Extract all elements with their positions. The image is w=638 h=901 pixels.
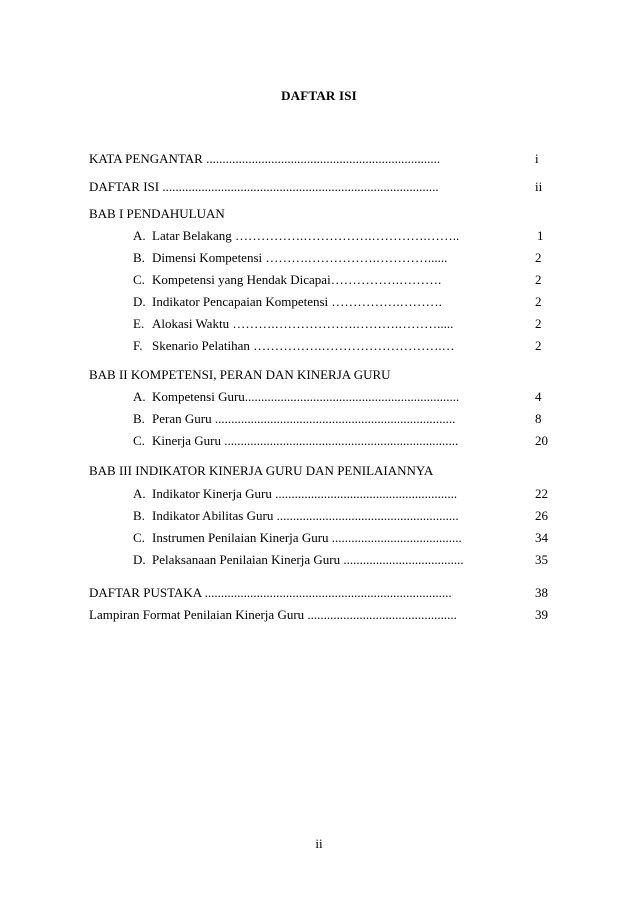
toc-row[interactable] — [0, 388, 638, 406]
toc-page-number: 26 — [535, 508, 548, 523]
toc-row-kata-pengantar[interactable] — [0, 150, 638, 168]
toc-row[interactable] — [0, 551, 638, 569]
toc-entry-label: Skenario Pelatihan …………….……………………….… — [152, 338, 455, 353]
toc-entry-label: KATA PENGANTAR ........................................................................ — [89, 151, 441, 166]
toc-page-number: 2 — [535, 338, 542, 353]
toc-page-number: i — [535, 151, 539, 166]
toc-entry-label: Pelaksanaan Penilaian Kinerja Guru ..................................... — [152, 552, 464, 567]
toc-page-number: 22 — [535, 486, 548, 501]
toc-page-number: 35 — [535, 552, 548, 567]
toc-page-number: 2 — [535, 294, 542, 309]
toc-row[interactable] — [0, 337, 638, 355]
toc-entry-label: Alokasi Waktu ……….……………….……….………..... — [152, 316, 454, 331]
chapter-heading-bab2: BAB II KOMPETENSI, PERAN DAN KINERJA GURU — [89, 367, 391, 382]
toc-entry-label: Peran Guru .......................................................................... — [152, 411, 456, 426]
toc-entry-label: Instrumen Penilaian Kinerja Guru ........................................ — [152, 530, 462, 545]
item-letter: A. — [133, 228, 146, 243]
item-letter: A. — [133, 389, 146, 404]
toc-entry-label: Kompetensi yang Hendak Dicapai…………….………. — [152, 272, 442, 287]
page-title: DAFTAR ISI — [281, 88, 357, 103]
toc-page-number: ii — [535, 179, 543, 194]
toc-row[interactable] — [0, 507, 638, 525]
toc-page-number: 39 — [535, 607, 548, 622]
item-letter: D. — [133, 294, 146, 309]
item-letter: C. — [133, 272, 145, 287]
toc-row[interactable] — [0, 315, 638, 333]
toc-row[interactable] — [0, 432, 638, 450]
item-letter: B. — [133, 508, 145, 523]
toc-row[interactable] — [0, 271, 638, 289]
toc-page-number: 34 — [535, 530, 548, 545]
item-letter: C. — [133, 433, 145, 448]
toc-entry-label: Kompetensi Guru.................................................................. — [152, 389, 460, 404]
toc-entry-label: DAFTAR PUSTAKA ............................................................................ — [89, 585, 452, 600]
toc-page-number: 2 — [535, 316, 542, 331]
toc-row-daftar-isi[interactable] — [0, 178, 638, 196]
toc-entry-label: Lampiran Format Penilaian Kinerja Guru .............................................. — [89, 607, 457, 622]
toc-entry-label: Latar Belakang …………….…………….………….…….. — [152, 228, 460, 243]
toc-page-number: 38 — [535, 585, 548, 600]
toc-page-number: 20 — [535, 433, 548, 448]
toc-entry-label: Dimensi Kompetensi ……….…………….…………...... — [152, 250, 448, 265]
item-letter: D. — [133, 552, 146, 567]
toc-page-number: 8 — [535, 411, 542, 426]
chapter-heading-bab3: BAB III INDIKATOR KINERJA GURU DAN PENILAIANNYA — [89, 463, 434, 478]
toc-row[interactable] — [0, 529, 638, 547]
item-letter: A. — [133, 486, 146, 501]
item-letter: E. — [133, 316, 145, 331]
toc-row-lampiran[interactable] — [0, 606, 638, 624]
toc-page-number: 1 — [537, 228, 544, 243]
chapter-heading-bab1: BAB I PENDAHULUAN — [89, 206, 225, 221]
toc-page-number: 2 — [535, 272, 542, 287]
toc-entry-label: Indikator Abilitas Guru ........................................................ — [152, 508, 459, 523]
item-letter: F. — [133, 338, 143, 353]
toc-row[interactable] — [0, 227, 638, 245]
toc-entry-label: Kinerja Guru ........................................................................ — [152, 433, 459, 448]
toc-page-number: 4 — [535, 389, 542, 404]
toc-row[interactable] — [0, 249, 638, 267]
toc-page-number: 2 — [535, 250, 542, 265]
item-letter: B. — [133, 250, 145, 265]
toc-row-daftar-pustaka[interactable] — [0, 584, 638, 602]
item-letter: B. — [133, 411, 145, 426]
toc-row[interactable] — [0, 410, 638, 428]
toc-entry-label: Indikator Pencapaian Kompetensi …………….………. — [152, 294, 442, 309]
toc-row[interactable] — [0, 485, 638, 503]
toc-entry-label: DAFTAR ISI ..................................................................................... — [89, 179, 439, 194]
page-number-footer: ii — [315, 836, 323, 851]
item-letter: C. — [133, 530, 145, 545]
toc-row[interactable] — [0, 293, 638, 311]
toc-entry-label: Indikator Kinerja Guru ........................................................ — [152, 486, 458, 501]
